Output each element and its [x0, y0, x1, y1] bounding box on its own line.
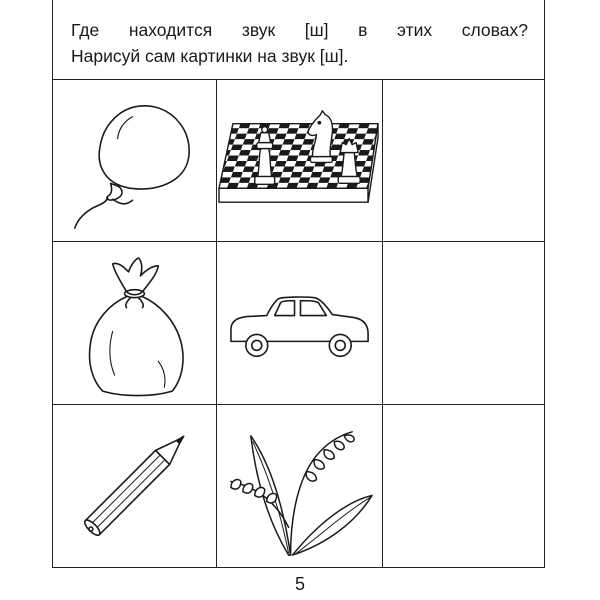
grid-cell-sack	[53, 242, 217, 405]
task-instruction	[53, 0, 544, 80]
lily-of-the-valley-icon	[217, 405, 382, 567]
pencil-icon	[53, 405, 216, 567]
grid-cell-car	[217, 242, 383, 405]
instruction-word: Где	[71, 20, 100, 40]
instruction-word: словах?	[461, 20, 528, 40]
car-icon	[217, 242, 382, 404]
grid-cell-draw-1[interactable]	[383, 79, 544, 242]
chessboard-icon	[217, 79, 382, 241]
grid-cell-chess	[217, 79, 383, 242]
instruction-word: этих	[397, 20, 433, 40]
instruction-word: находится	[128, 20, 213, 40]
instruction-line-2: Нарисуй сам картинки на звук [ш].	[71, 46, 349, 66]
balloon-icon	[53, 79, 216, 241]
page-number: 5	[294, 574, 305, 594]
grid-cell-draw-3[interactable]	[383, 405, 544, 567]
instruction-word: в	[358, 20, 368, 40]
grid-cell-pencil	[53, 405, 217, 567]
sack-icon	[53, 242, 216, 404]
instruction-word: звук	[241, 20, 276, 40]
instruction-word: [ш]	[304, 20, 329, 40]
grid-cell-lily	[217, 405, 383, 567]
instruction-line-1	[71, 17, 528, 43]
grid-cell-draw-2[interactable]	[383, 242, 544, 405]
grid-cell-balloon	[53, 79, 217, 242]
picture-grid	[53, 79, 544, 567]
worksheet	[52, 0, 545, 568]
